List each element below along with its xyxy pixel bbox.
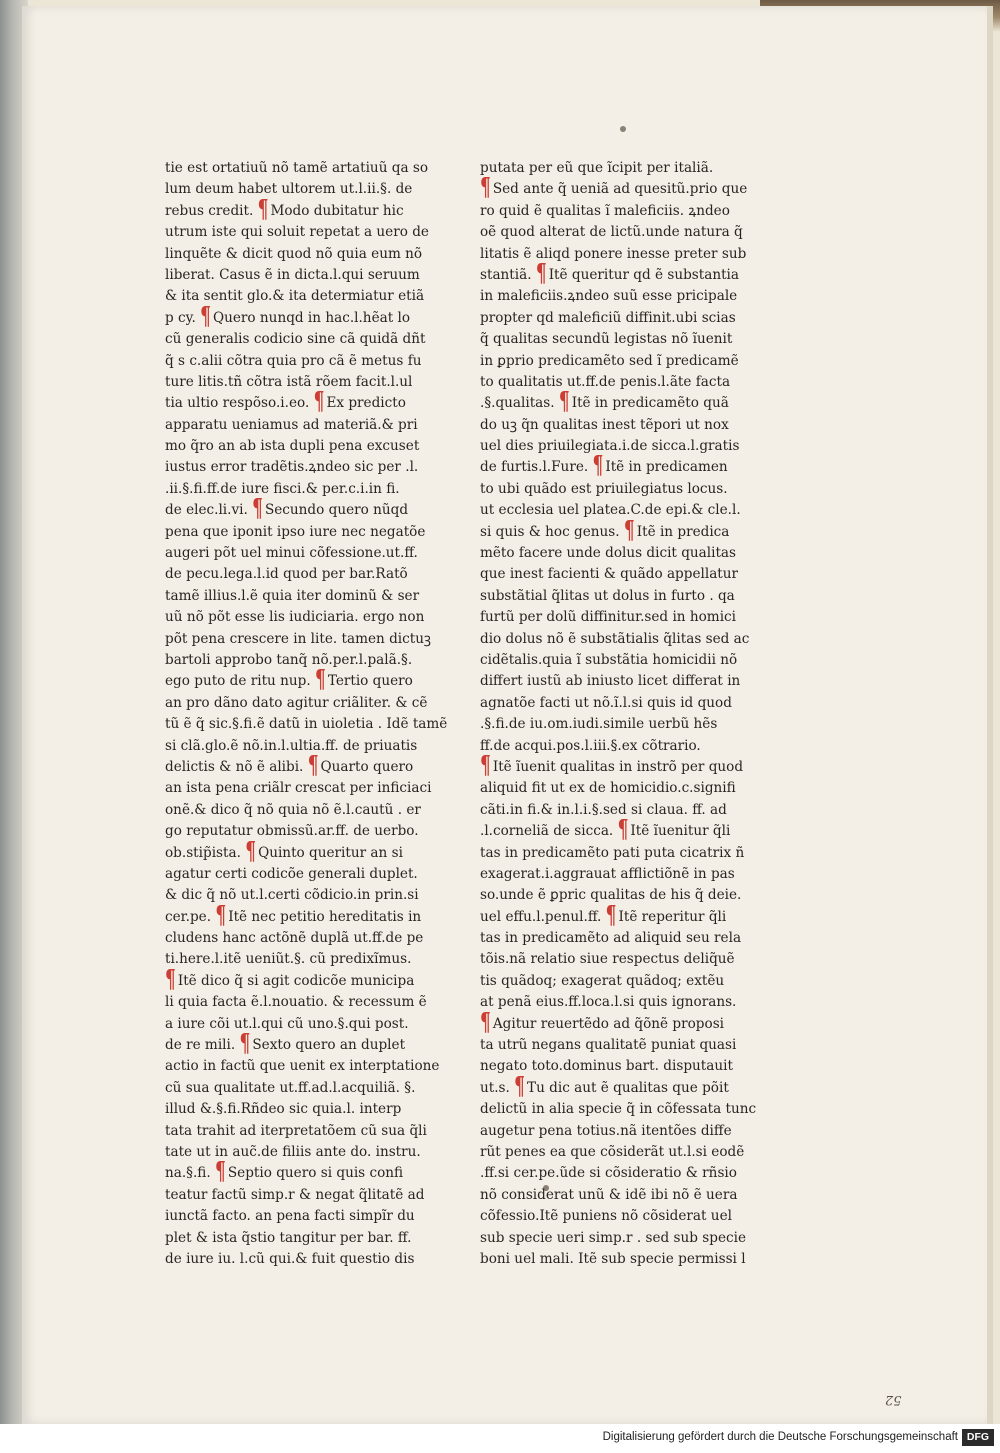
rubric-paragraph-mark-icon: ¶ [605,900,617,931]
text-line: si clã.glo.ẽ nõ.in.l.ultia.ff. de priuatis [165,737,418,754]
text-line: augetur pena totius.nã itentões diffe [480,1122,732,1139]
text-line: iunctã facto. an pena facti simpĩr du [165,1208,415,1225]
footer-credit-text: Digitalisierung gefördert durch die Deutsche Forschungsgemeinschaft [602,1431,958,1443]
rubric-paragraph-mark-icon: ¶ [623,515,635,546]
text-line: dio dolus nõ ẽ substãtialis q̃litas sed ac [480,630,750,647]
text-line: tõis.nã relatio siue respectus deliq̃uẽ [480,951,735,968]
text-line: de pecu.lega.l.id quod per bar.Ratõ [165,566,408,583]
text-line: ture litis.tñ cõtra istã rõem facit.l.ul [165,373,413,390]
rubric-paragraph-mark-icon: ¶ [480,173,491,204]
text-line: delictũ in alia specie q̃ in cõfessata tunc [480,1101,757,1118]
text-line: tie est ortatiuũ nõ tamẽ artatiuũ qa so [165,160,429,176]
text-line: at penã eius.ff.loca.l.si quis ignorans. [480,994,737,1011]
text-line: mo q̃ro an ab ista dupli pena excuset [165,438,420,455]
text-line: uũ nõ põt esse lis iudiciaria. ergo non [165,609,425,626]
text-line: de elec.li.vi. ¶ Secundo quero nũqd [165,494,409,525]
text-line: cludens hanc actõnẽ duplã ut.ff.de pe [165,930,424,947]
text-line: ¶ Itẽ dico q̃ si agit codicõe municipa [165,964,415,995]
text-line: si quis & hoc genus. ¶ Itẽ in predica [480,515,730,546]
rubric-paragraph-mark-icon: ¶ [535,258,547,289]
rubric-paragraph-mark-icon: ¶ [314,665,326,696]
rubric-paragraph-mark-icon: ¶ [257,194,269,225]
text-line: de furtis.l.Fure. ¶ Itẽ in predicamen [480,451,728,482]
text-line: in ꝑprio predicamẽto sed ĩ predicamẽ [480,352,739,369]
text-line: putata per eũ que ĩcipit per italiã. [480,160,714,176]
text-line: de re mili. ¶ Sexto quero an duplet [165,1029,406,1060]
text-line: stantiã. ¶ Itẽ queritur qd ẽ substantia [480,258,740,289]
text-line: ob.stip̃ista. ¶ Quinto queritur an si [165,836,403,867]
text-line: tũ ẽ q̃ sic.§.fi.ẽ datũ in uioletia . Idẽ tamẽ [165,716,448,733]
text-line: & dic q̃ nõ ut.l.certi cõdicio.in prin.si [165,887,419,904]
text-line: nõ considerat unũ & idẽ ibi nõ ẽ uera [480,1186,738,1203]
wormhole-top [620,126,626,132]
text-line: cõfessio.Itẽ puniens nõ cõsiderat uel [480,1208,732,1225]
text-line: .l.corneliã de sicca. ¶ Itẽ ĩuenitur q̃li [480,815,731,846]
text-line: actio in factũ que uenit ex interptatione [165,1058,440,1075]
text-line: rũt penes ea que cõsiderãt ut.l.si eodẽ [480,1143,745,1160]
text-line: tas in predicamẽto pati puta cicatrix ñ [480,844,745,861]
text-line: go reputatur obmissũ.ar.ff. de uerbo. [165,823,419,840]
text-line: ut ecclesia uel platea.C.de epi.& cle.l. [480,502,741,519]
text-line: negato toto.dominus bart. disputauit [480,1058,733,1075]
dfg-logo: DFG [962,1429,994,1446]
text-line: & ita sentit glo.& ita determiatur etiã [165,288,425,305]
text-line: tata trahit ad iterpretatõem cũ sua q̃li [165,1122,427,1139]
text-column-right [480,158,757,1270]
text-line: lum deum habet ultorem ut.l.ii.§. de [165,181,413,198]
text-line: q̃ qualitas secundũ legistas nõ ĩuenit [480,331,733,348]
text-line: teatur factũ simp.r & negat q̃litatẽ ad [165,1186,425,1203]
text-line: p cy. ¶ Quero nunqd in hac.l.hẽat lo [165,301,411,332]
text-line: .ff.si cer.pe.ũde si cõsideratio & rñsio [480,1165,737,1182]
text-line: to qualitatis ut.ff.de penis.l.ãte facta [480,373,731,390]
text-line: an ista pena criãlr crescat per inficiaci [165,780,432,797]
text-line: agatur certi codicõe generali duplet. [165,865,418,882]
text-line: .§.fi.de iu.om.iudi.simile uerbũ hẽs [480,716,718,733]
text-line: augeri põt uel minui cõfessione.ut.ff. [165,545,418,562]
text-line: .§.qualitas. ¶ Itẽ in predicamẽto quã [480,387,729,418]
text-line: ¶ Sed ante q̃ ueniã ad quesitũ.prio que [480,173,748,204]
text-line: cãti.in fi.& in.l.i.§.sed si claua. ff. ad [480,801,727,818]
text-line: ¶ Itẽ ĩuenit qualitas in instrõ per quod [480,750,744,781]
rubric-paragraph-mark-icon: ¶ [617,815,629,846]
rubric-paragraph-mark-icon: ¶ [215,1157,226,1188]
rubric-paragraph-mark-icon: ¶ [239,1029,251,1060]
text-line: to ubi quãdo est priuilegiatus locus. [480,480,728,497]
rubric-paragraph-mark-icon: ¶ [558,387,570,418]
text-line: utrum iste qui soluit repetat a uero de [165,224,429,241]
text-line: exagerat.i.aggrauat afflictiõnẽ in pas [480,865,735,882]
text-line: tamẽ illius.l.ẽ quia iter dominũ & ser [165,587,420,604]
text-line: uel dies priuilegiata.i.de sicca.l.gratis [480,438,740,455]
text-line: cer.pe. ¶ Itẽ nec petitio hereditatis in [165,900,422,931]
text-line: que inest facienti & quãdo appellatur [480,566,739,583]
text-line: propter qd maleficiũ diffinit.ubi scias [480,309,736,326]
rubric-paragraph-mark-icon: ¶ [480,1007,491,1038]
text-column-left [165,158,448,1270]
rubric-paragraph-mark-icon: ¶ [215,900,227,931]
rubric-paragraph-mark-icon: ¶ [313,387,325,418]
text-line: cidẽtalis.quia ĩ substãtia homicidii nõ [480,651,738,668]
text-line: q̃ s c.alii cõtra quia pro cã ẽ metus fu [165,352,422,369]
text-line: furtũ per dolũ diffinitur.sed in homici [480,609,737,626]
text-line: so.unde ẽ ꝑpric qualitas de his q̃ deie. [480,887,742,904]
text-line: ut.s. ¶ Tu dic aut ẽ qualitas que põit [480,1071,729,1102]
text-line: onẽ.& dico q̃ nõ quia nõ ẽ.l.cautũ . er [165,801,421,818]
text-line: delictis & nõ ẽ alibi. ¶ Quarto quero [165,750,414,781]
text-line: iustus error tradẽtis.ꝝndeo sic per .l. [165,459,419,476]
text-line: litatis ẽ aliqd ponere inesse preter sub [480,245,747,262]
text-line: boni uel mali. Itẽ sub specie permissi l [480,1250,746,1267]
text-line: aliquid fit ut ex de homicidio.c.signifi [480,780,736,797]
rubric-paragraph-mark-icon: ¶ [165,964,176,995]
text-line: li quia facta ẽ.l.nouatio. & recessum ẽ [165,994,427,1011]
text-line: ¶ Agitur reuertẽdo ad q̃õnẽ proposi [480,1007,725,1038]
text-line: a iure cõi ut.l.qui cũ uno.§.qui post. [165,1015,409,1032]
text-line: tate ut in auc̃.de filiis ante do. instru. [165,1143,421,1160]
text-line: cũ sua qualitate ut.ff.ad.l.acquiliã. §. [165,1079,416,1096]
text-line: bartoli approbo tanq̃ nõ.per.l.palã.§. [165,651,413,668]
text-line: an pro dãno dato agitur criãliter. & cẽ [165,694,428,711]
rubric-paragraph-mark-icon: ¶ [514,1071,525,1102]
text-line: rebus credit. ¶ Modo dubitatur hic [165,194,404,225]
rubric-paragraph-mark-icon: ¶ [592,451,604,482]
rubric-paragraph-mark-icon: ¶ [245,836,257,867]
text-line: agnatõe facti ut nõ.ĩ.l.si quis id quod [480,694,732,711]
rubric-paragraph-mark-icon: ¶ [307,750,319,781]
text-line: ta utrũ negans qualitatẽ puniat quasi [480,1037,737,1054]
text-line: differt iustũ ab iniusto licet differat in [480,673,741,690]
text-line: tis quãdoq; exagerat quãdoq; extẽu [480,972,725,989]
text-line: ff.de acqui.pos.l.iii.§.ex cõtrario. [480,737,701,754]
text-line: substãtial q̃litas ut dolus in furto . qa [480,587,735,604]
text-line: in maleficiis.ꝝndeo suũ esse pricipale [480,288,738,305]
text-line: liberat. Casus ẽ in dicta.l.qui seruum [165,266,420,283]
text-line: ego puto de ritu nup. ¶ Tertio quero [165,665,413,696]
text-line: na.§.fi. ¶ Septio quero si quis confi [165,1157,404,1188]
text-line: uel effu.l.penul.ff. ¶ Itẽ reperitur q̃li [480,900,727,931]
text-line: pena que iponit ipso iure nec negatõe [165,523,426,540]
text-line: .ii.§.fi.ff.de iure fisci.& per.c.i.in fi. [165,480,400,497]
folio-number: 52 [885,1392,902,1407]
text-line: mẽto facere unde dolus dicit qualitas [480,545,737,562]
text-line: plet & ista q̃stio tangitur per bar. ff. [165,1229,412,1246]
text-line: linquẽte & dicit quod nõ quia eum nõ [165,245,423,262]
text-line: apparatu ueniamus ad materiã.& pri [165,416,418,433]
text-line: ro quid ẽ qualitas ĩ maleficiis. ꝝndeo [480,202,730,219]
rubric-paragraph-mark-icon: ¶ [200,301,211,332]
text-line: oẽ quod alterat de lictũ.unde natura q̃ [480,224,743,241]
text-line: põt pena crescere in lite. tamen dictuꝫ [165,630,431,647]
text-line: tas in predicamẽto ad aliquid seu rela [480,930,742,947]
text-line: tia ultio respõso.i.eo. ¶ Ex predicto [165,387,406,418]
text-line: de iure iu. l.cũ qui.& fuit questio dis [165,1250,415,1267]
text-line: do uꝫ q̃n qualitas inest tẽpori ut nox [480,416,729,433]
text-line: sub specie ueri simp.r . sed sub specie [480,1229,746,1246]
rubric-paragraph-mark-icon: ¶ [252,494,263,525]
text-line: cũ generalis codicio sine cã quidã dñt [165,331,426,348]
text-line: illud &.§.fi.Rñdeo sic quia.l. interp [165,1101,402,1118]
rubric-paragraph-mark-icon: ¶ [480,750,491,781]
text-line: ti.here.l.itẽ ueniũt.§. cũ predixĩmus. [165,951,412,968]
